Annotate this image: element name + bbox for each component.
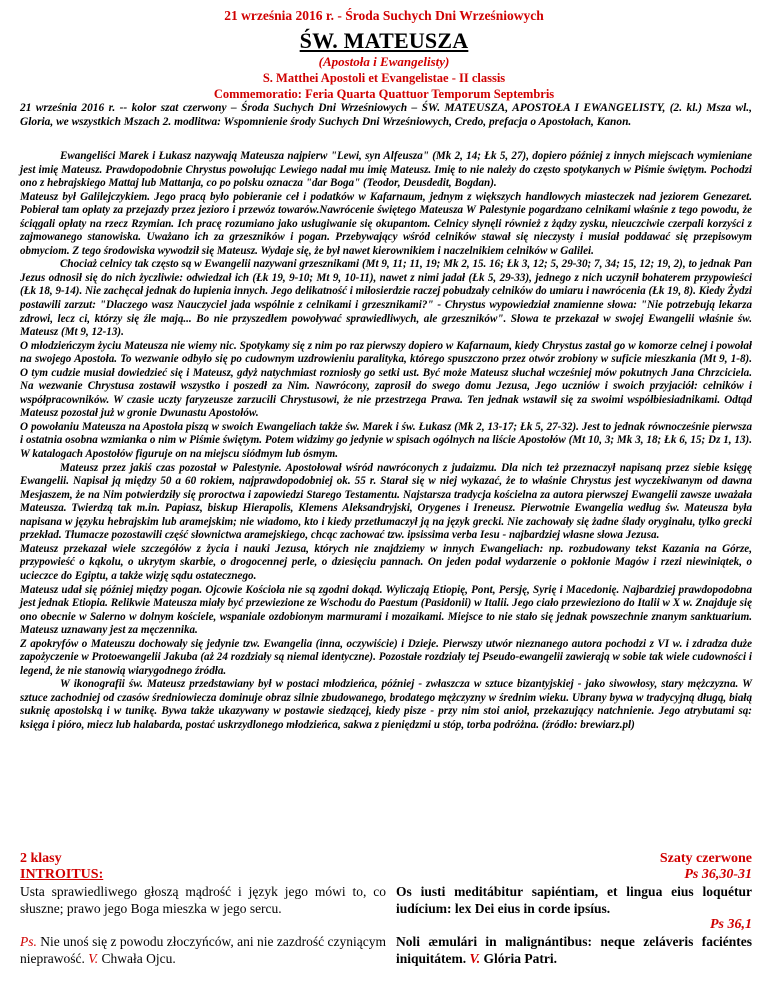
introitus-ref: Ps 36,30-31 xyxy=(684,867,752,882)
vestment-color: Szaty czerwone xyxy=(659,851,752,866)
psalm-prefix: Ps. xyxy=(20,934,37,949)
introitus-label: INTROITUS: xyxy=(20,867,104,882)
introitus-polish: Usta sprawiedliwego głoszą mądrość i język jego mówi to, co słuszne; prawo jego Boga mieszka w jego sercu. xyxy=(20,884,386,916)
body-paragraph: Z apokryfów o Mateuszu dochowały się jedynie tzw. Ewangelia (inna, oczywiście) i Dzieje. Pierwszy utwór nieznanego autora pochodzi z VI w. i zdradza duże zapożyczenie w Protoewangelii Jakuba (aż 24 rozdziały są niemal identyczne). Pozostałe rozdziały tej Pseudo-ewangelii zawierają w sobie tak wiele cudowności i legend, że nie stanowią wiarygodnego źródła. xyxy=(20,637,752,677)
subtitle: (Apostoła i Ewangelisty) xyxy=(318,54,450,69)
gloria-polish: Chwała Ojcu. xyxy=(101,951,176,966)
page-title: ŚW. MATEUSZA xyxy=(299,28,469,53)
body-paragraph: Ewangeliści Marek i Łukasz nazywają Mateusza najpierw "Lewi, syn Alfeusza" (Mk 2, 14; Łk 5, 27), dopiero później z innych miejscach wymieniane jest imię Mateusz. Prawdopodobnie Chrystus powołując Lewiego nadał mu imię Mateusz. Imię to nie należy do często spotykanych w Piśmie świętym. Pochodzi ono z hebrajskiego Mattaj lub Mattanja, co po polsku oznacza "dar Boga" (Teodor, Deusdedit, Bogdan). xyxy=(20,150,752,190)
body-paragraph: O młodzieńczym życiu Mateusza nie wiemy nic. Spotykamy się z nim po raz pierwszy dopiero w Kafarnaum, kiedy Chrystus zastał go w komorze celnej i powołał na swojego Apostoła. To wezwanie odbyło się po cudownym uzdrowieniu paralityka, którego spuszczono przez otwór zrobiony w suficie mieszkania (Mt 9, 1-8). O tym cudzie musiał dowiedzieć się i Mateusz, gdyż natychmiast rozniosły go setki ust. Być może Mateusz słuchał wcześniej mów pokutnych Jana Chrzciciela. Na wezwanie Chrystusa zostawił wszystko i poszedł za Nim. Nawrócony, zaprosił do swego domu Jezusa, Jego uczniów i swoich przyjaciół: celników i współpracowników. W czasie uczty faryzeusze zarzucili Chrystusowi, że nie przestrzega Prawa. Ten jednak wstawił się za swoimi współbiesiadnikami. Odtąd Mateusz pozostał już w gronie Dwunastu Apostołów. xyxy=(20,339,752,420)
psalm-polish-text: Nie unoś się z powodu złoczyńców, ani nie zazdrość czyniącym nieprawość. xyxy=(20,934,387,966)
body-paragraph: Mateusz przez jakiś czas pozostał w Palestynie. Apostołował wśród nawróconych z judaizmu. Dla nich też przeznaczył napisaną przez siebie księgę Ewangelii. Napisał ją między 50 a 60 rokiem, najprawdopodobniej ok. 55 r. Starał się w niej wykazać, że to właśnie Chrystus jest wyczekiwanym od dawna Mesjaszem, że na Nim potwierdziły się proroctwa i zapowiedzi Starego Testamentu. Najstarsza tradycja kościelna za autora pierwszej Ewangelii zawsze uważała Mateusza. Twierdzą tak m.in. Papiasz, biskup Hierapolis, Klemens Aleksandryjski, Orygenes i Ireneusz. Pierwotnie Ewangelia według św. Mateusza była napisana w języku hebrajskim lub aramejskim; nie wiadomo, kto i kiedy przetłumaczył ją na język grecki. Nie zachowały się żadne ślady oryginału, tylko grecki przekład. Tłumacze pozostawili część słownictwa aramejskiego, chcąc zachować tzw. ipsissima verba Iesu - najbardziej własne słowa Jezusa. xyxy=(20,461,752,542)
body-paragraph: Mateusz udał się później między pogan. Ojcowie Kościoła nie są zgodni dokąd. Wyliczają Etiopię, Pont, Persję, Syrię i Macedonię. Najbardziej prawdopodobna jest jednak Etiopia. Relikwie Mateusza miały być przewiezione ze Wschodu do Paestum (Pasidonii) w Italii. Jego ciało przewieziono do Italii w X w. Znajduje się ono obecnie w Salerno w dolnym kościele, wspaniale ozdobionym marmurami i mozaikami. Miejsce to nie stało się jednak powszechnie znanym sanktuarium. Mateusz uznawany jest za męczennika. xyxy=(20,583,752,637)
psalm-latin-text: Noli æmulári in malignántibus: neque zeláveris faciéntes iniquitátem. xyxy=(396,934,752,966)
mass-class-row xyxy=(20,851,752,871)
mass-class: 2 klasy xyxy=(20,851,62,866)
gloria-latin: Glória Patri. xyxy=(483,951,558,966)
versicle-mark: V. xyxy=(88,951,99,966)
intro-paragraph: 21 września 2016 r. -- kolor szat czerwony – Środa Suchych Dni Wrześniowych – ŚW. MATEUSZA, APOSTOŁA I EWANGELISTY, (2. kl.) Msza wl., Gloria, we wszystkich Mszach 2. modlitwa: Wspomnienie środy Suchych Dni Wrześniowych, Credo, prefacja o Apostołach, Kanon. xyxy=(20,102,752,128)
psalm-latin xyxy=(396,933,752,967)
versicle-mark-latin: V. xyxy=(469,951,481,966)
hagiography-body xyxy=(20,150,752,733)
commemoratio: Commemoratio: Feria Quarta Quattuor Temporum Septembris xyxy=(213,87,555,101)
latin-title: S. Matthei Apostoli et Evangelistae - II classis xyxy=(262,71,506,85)
body-paragraph: O powołaniu Mateusza na Apostoła piszą w swoich Ewangeliach także św. Marek i św. Łukasz (Mk 2, 13-17; Łk 5, 27-32). Jest to jednak równocześnie pierwsza i ostatnia osobna wzmianka o nim w Piśmie świętym. Potem widzimy go jedynie w spisach ogólnych na liście Apostołów (Mt 10, 3; Mk 3, 18; Łk 6, 15; Dz 1, 13). W katalogach Apostołów figuruje on na miejscu siódmym lub ósmym. xyxy=(20,420,752,461)
body-paragraph: Mateusz był Galilejczykiem. Jego pracą było pobieranie ceł i podatków w Kafarnaum, jednym z większych handlowych miasteczek nad jeziorem Genezaret. Pobierał tam opłaty za przejazdy przez jezioro i przewóz towarów.Nawrócenie świętego Mateusza W Palestynie pogardzano celnikami właśnie z tego powodu, że ściągali opłaty na rzecz Rzymian. Ich pracę rozumiano jako usługiwanie się okupantom. Celnicy słynęli również z żądzy zysku, nieuczciwie czerpali korzyści z zajmowanego stanowiska. Uważano ich za grzeszników i pogan. Przebywający wśród celników stawał się nieczysty i musiał poddawać się przepisowym obmyciom. Z tego środowiska wywodził się Mateusz. Wydaje się, że był nawet kierownikiem i naczelnikiem celników w Galilei. xyxy=(20,190,752,257)
psalm-ref: Ps 36,1 xyxy=(710,917,752,932)
date-line: 21 września 2016 r. - Środa Suchych Dni Wrześniowych xyxy=(224,8,544,23)
introitus-latin: Os iusti meditábitur sapiéntiam, et lingua eius loquétur iudícium: lex Dei eius in corde ipsíus. xyxy=(396,884,752,916)
body-paragraph: Mateusz przekazał wiele szczegółów z życia i nauki Jezusa, których nie znajdziemy w innych Ewangeliach: np. rozbudowany tekst Kazania na Górze, przypowieść o kąkolu, o ukrytym skarbie, o drogocennej perle, o dziesięciu pannach. On jeden podał wydarzenie o pokłonie Magów i rzezi niewiniątek, o ucieczce do Egiptu, a także wizję sądu ostatecznego. xyxy=(20,542,752,582)
body-paragraph: W ikonografii św. Mateusz przedstawiany był w postaci młodzieńca, później - zwłaszcza w sztuce bizantyjskiej - jako siwowłosy, stary mężczyzna. W sztuce zachodniej od czasów średniowiecza dominuje obraz silnie zbudowanego, brodatego mężczyzny w średnim wieku. Ubrany bywa w tradycyjną długą, białą suknię apostolską i w tunikę. Bywa także ukazywany w postawie siedzącej, kiedy pisze - przy nim stoi anioł, przekazujący natchnienie. Jego atrybutami są: księga i pióro, miecz lub halabarda, postać uskrzydlonego młodzieńca, sakwa z pieniędzmi u stóp, torba podróżna. (źródło: brewiarz.pl) xyxy=(20,678,752,731)
psalm-polish xyxy=(20,933,386,967)
body-paragraph: Chociaż celnicy tak często są w Ewangelii nazywani grzesznikami (Mt 9, 11; 11, 19; Mk 2, 15. 16; Łk 3, 12; 5, 29-30; 7, 34; 15, 12; 19, 2), to jednak Pan Jezus odnosił się do nich życzliwie: odwiedzał ich (Łk 19, 9-10; Mt 9, 10-11), nawet z nimi jadał (Łk 5, 29-33), jednego z nich uczynił bohaterem przypowieści (Łk 18, 9-14). Nie zachęcał jednak do łupienia innych. Jego delikatność i miłosierdzie raczej pobudzały celników do umiaru i nawrócenia (Łk 19, 8). Kiedy Żydzi postawili zarzut: "Dlaczego wasz Nauczyciel jada wspólnie z celnikami i grzesznikami?" - Chrystus wypowiedział znamienne słowa: "Nie potrzebują lekarza zdrowi, lecz ci, którzy się źle mają... Bo nie przyszedłem powoływać sprawiedliwych, ale grzeszników". Słowa te przekazał w swojej Ewangelii właśnie św. Mateusz (Mt 9, 12-13). xyxy=(20,258,752,339)
